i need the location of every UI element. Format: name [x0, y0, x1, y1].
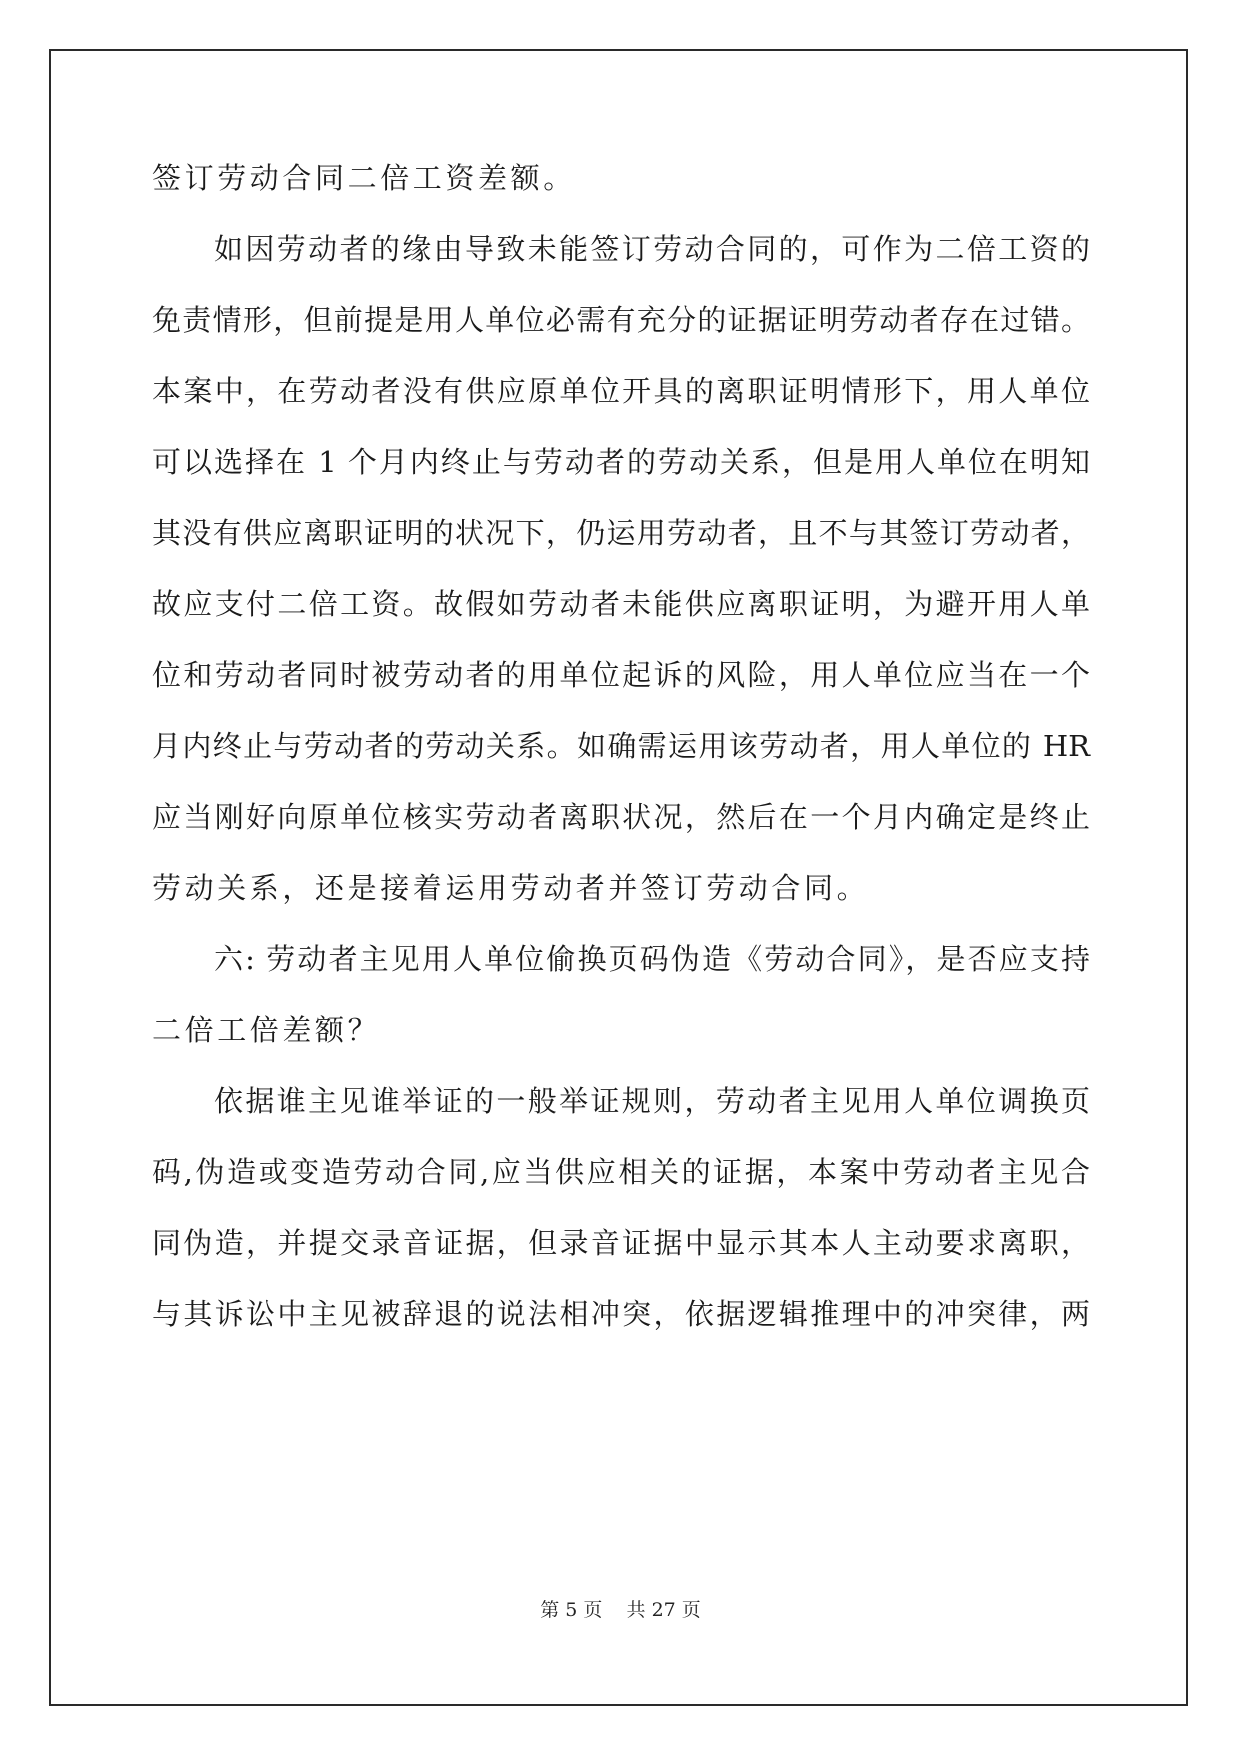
paragraph-line: 同伪造，并提交录音证据，但录音证据中显示其本人主动要求离职， [152, 1226, 1090, 1260]
paragraph-line: 免责情形，但前提是用人单位必需有充分的证据证明劳动者存在过错。 [152, 303, 1090, 337]
paragraph-line: 位和劳动者同时被劳动者的用单位起诉的风险，用人单位应当在一个 [152, 658, 1090, 692]
paragraph-line: 依据谁主见谁举证的一般举证规则，劳动者主见用人单位调换页 [214, 1084, 1090, 1118]
paragraph-line: 如因劳动者的缘由导致未能签订劳动合同的，可作为二倍工资的 [214, 232, 1090, 266]
paragraph-line: 码,伪造或变造劳动合同,应当供应相关的证据，本案中劳动者主见合 [152, 1155, 1090, 1189]
page-number-footer: 第 5 页 共 27 页 [540, 1599, 701, 1621]
paragraph-line: 与其诉讼中主见被辞退的说法相冲突，依据逻辑推理中的冲突律，两 [152, 1297, 1090, 1331]
paragraph-line: 应当刚好向原单位核实劳动者离职状况，然后在一个月内确定是终止 [152, 800, 1090, 834]
paragraph-line: 可以选择在 1 个月内终止与劳动者的劳动关系，但是用人单位在明知 [152, 445, 1090, 479]
section-heading-line: 二倍工倍差额？ [152, 1013, 381, 1047]
section-heading-line: 六: 劳动者主见用人单位偷换页码伪造《劳动合同》，是否应支持 [214, 942, 1090, 976]
paragraph-line: 劳动关系，还是接着运用劳动者并签订劳动合同。 [152, 871, 870, 905]
paragraph-line: 本案中，在劳动者没有供应原单位开具的离职证明情形下，用人单位 [152, 374, 1090, 408]
paragraph-line: 签订劳动合同二倍工资差额。 [152, 161, 576, 195]
paragraph-line: 月内终止与劳动者的劳动关系。如确需运用该劳动者，用人单位的 HR [152, 729, 1090, 763]
paragraph-line: 其没有供应离职证明的状况下，仍运用劳动者，且不与其签订劳动者， [152, 516, 1090, 550]
paragraph-line: 故应支付二倍工资。故假如劳动者未能供应离职证明，为避开用人单 [152, 587, 1090, 621]
